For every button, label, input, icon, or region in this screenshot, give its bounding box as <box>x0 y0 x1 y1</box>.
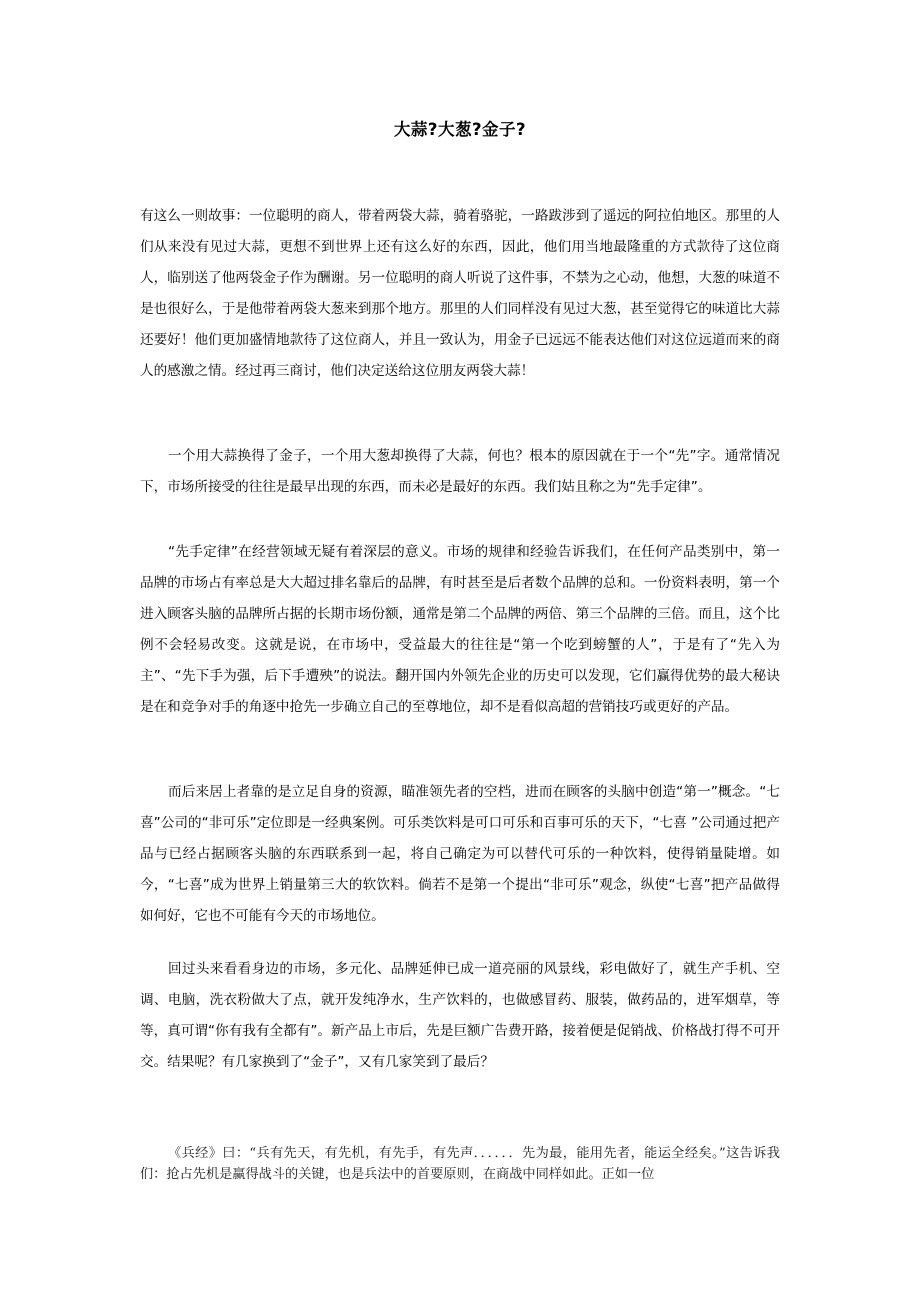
paragraph-bingjing-quote: 《兵经》曰：“兵有先天，有先机，有先手，有先声．．．．．．先为最，能用先者，能运全经矣。”这告诉我们：抢占先机是赢得战斗的关键，也是兵法中的首要原则，在商战中同样如此。正如一位 <box>140 1146 780 1182</box>
paragraph-first-mover-principle: 一个用大蒜换得了金子，一个用大葱却换得了大蒜，何也？根本的原因就在于一个“先”字。通常情况下，市场所接受的往往是最早出现的东西，而未必是最好的东西。我们姑且称之为“先手定律”。 <box>140 448 780 495</box>
paragraph-seven-up-case: 而后来居上者靠的是立足自身的资源，瞄准领先者的空档，进而在顾客的头脑中创造“第一”概念。“七喜”公司的“非可乐”定位即是一经典案例。可乐类饮料是可口可乐和百事可乐的天下，“七喜 ”公司通过把产品与已经占据顾客头脑的东西联系到一起，将自己确定为可以替代可乐的一种饮料，使得销量陡增。如今，“七喜”成为世界上销量第三大的软饮料。倘若不是第一个提出“非可乐”观念，纵使“七喜”把产品做得如何好，它也不可能有今天的市场地位。 <box>140 784 780 924</box>
paragraph-market-share: “先手定律”在经营领域无疑有着深层的意义。市场的规律和经验告诉我们，在任何产品类别中，第一品牌的市场占有率总是大大超过排名靠后的品牌，有时甚至是后者数个品牌的总和。一份资料表明，第一个进入顾客头脑的品牌所占据的长期市场份额，通常是第二个品牌的两倍、第三个品牌的三倍。而且，这个比例不会轻易改变。这就是说，在市场中，受益最大的往往是“第一个吃到螃蟹的人”，于是有了“先入为主”、“先下手为强，后下手遭殃”的说法。翻开国内外领先企业的历史可以发现，它们赢得优势的最大秘诀是在和竞争对手的角逐中抢先一步确立自己的至尊地位，却不是看似高超的营销技巧或更好的产品。 <box>140 544 780 715</box>
document-title: 大蒜?大葱?金子? <box>393 120 527 139</box>
paragraph-story: 有这么一则故事：一位聪明的商人，带着两袋大蒜，骑着骆驼，一路跋涉到了遥远的阿拉伯地区。那里的人们从来没有见过大蒜，更想不到世界上还有这么好的东西，因此，他们用当地最隆重的方式款待了这位商人，临别送了他两袋金子作为酬谢。另一位聪明的商人听说了这件事，不禁为之心动，他想，大葱的味道不是也很好么，于是他带着两袋大葱来到那个地方。那里的人们同样没有见过大葱，甚至觉得它的味道比大蒜还要好！他们更加盛情地款待了这位商人，并且一致认为，用金子已远远不能表达他们对这位远道而来的商人的感激之情。经过再三商讨，他们决定送给这位朋友两袋大蒜！ <box>140 208 780 379</box>
paragraph-diversification: 回过头来看看身边的市场，多元化、品牌延伸已成一道亮丽的风景线，彩电做好了，就生产手机、空调、电脑，洗衣粉做大了点，就开发纯净水，生产饮料的，也做感冒药、服装，做药品的，进军烟草，等等，真可谓“你有我有全都有”。新产品上市后，先是巨额广告费开路，接着便是促销战、价格战打得不可开交。结果呢？有几家换到了“金子”，又有几家笑到了最后？ <box>140 961 780 1070</box>
